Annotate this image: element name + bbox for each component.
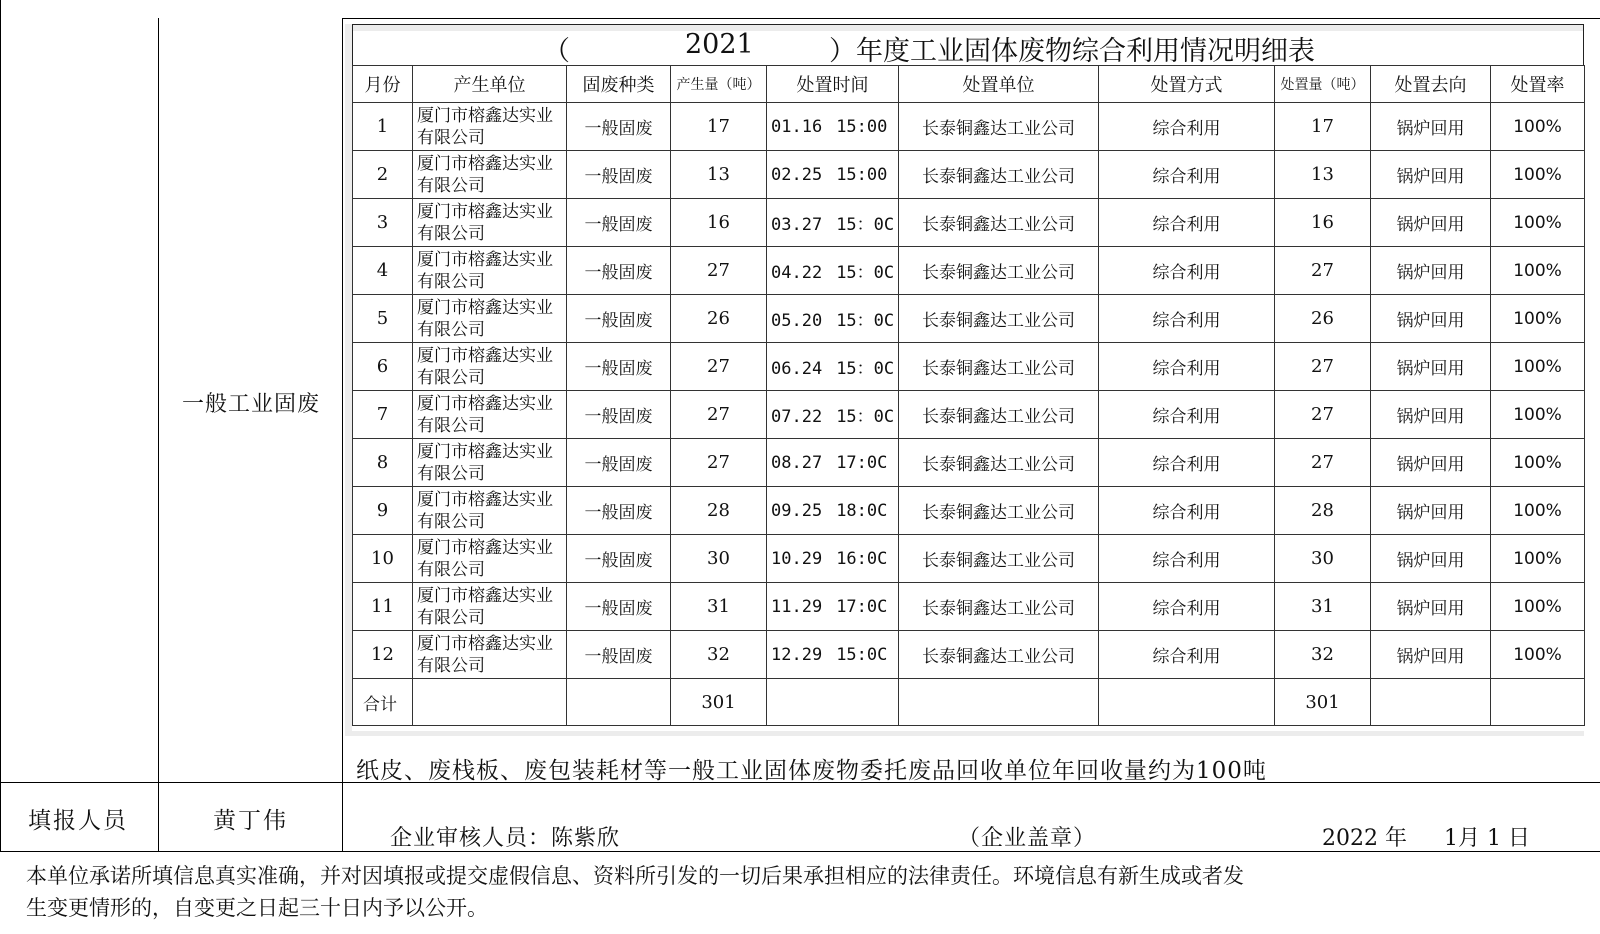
- header-type: 固废种类: [567, 66, 671, 103]
- cell-rate: 100%: [1491, 487, 1585, 535]
- time-date: 01.16: [771, 116, 823, 137]
- header-time: 处置时间: [767, 66, 899, 103]
- cell-rate: 100%: [1491, 343, 1585, 391]
- table-row: [353, 391, 1585, 439]
- cell-disposed: 27: [1275, 247, 1371, 295]
- table-row: [353, 583, 1585, 631]
- cell-disposer: 长泰铜鑫达工业公司: [899, 439, 1099, 487]
- cell-method: 综合利用: [1099, 343, 1275, 391]
- cell-month: 7: [353, 391, 413, 439]
- cell-time: [767, 439, 899, 487]
- total-empty: [413, 679, 567, 726]
- cell-method: 综合利用: [1099, 247, 1275, 295]
- cell-month: 8: [353, 439, 413, 487]
- table-row: [353, 487, 1585, 535]
- cell-rate: 100%: [1491, 439, 1585, 487]
- cell-rate: 100%: [1491, 631, 1585, 679]
- cell-time: [767, 295, 899, 343]
- header-unit: 产生单位: [413, 66, 567, 103]
- cell-disposed: 17: [1275, 103, 1371, 151]
- cell-method: 综合利用: [1099, 631, 1275, 679]
- cell-time: [767, 487, 899, 535]
- cell-method: 综合利用: [1099, 391, 1275, 439]
- cell-method: 综合利用: [1099, 295, 1275, 343]
- cell-method: 综合利用: [1099, 199, 1275, 247]
- cell-disposed: 13: [1275, 151, 1371, 199]
- cell-type: 一般固废: [567, 343, 671, 391]
- cell-produced: 27: [671, 391, 767, 439]
- cell-produced: 30: [671, 535, 767, 583]
- cell-disposer: 长泰铜鑫达工业公司: [899, 391, 1099, 439]
- cell-produced: 28: [671, 487, 767, 535]
- time-clock: 15：0C: [836, 407, 895, 427]
- cell-produced: 13: [671, 151, 767, 199]
- cell-unit: 厦门市榕鑫达实业有限公司: [413, 199, 567, 247]
- cell-type: 一般固废: [567, 583, 671, 631]
- cell-type: 一般固废: [567, 199, 671, 247]
- cell-unit: 厦门市榕鑫达实业有限公司: [413, 247, 567, 295]
- cell-destination: 锅炉回用: [1371, 631, 1491, 679]
- cell-disposed: 27: [1275, 391, 1371, 439]
- time-clock: 15：0C: [836, 311, 895, 331]
- cell-disposer: 长泰铜鑫达工业公司: [899, 487, 1099, 535]
- cell-unit: 厦门市榕鑫达实业有限公司: [413, 295, 567, 343]
- cell-disposed: 30: [1275, 535, 1371, 583]
- frame-divider-2: [342, 18, 343, 852]
- cell-produced: 27: [671, 247, 767, 295]
- cell-destination: 锅炉回用: [1371, 487, 1491, 535]
- cell-type: 一般固废: [567, 535, 671, 583]
- cell-produced: 27: [671, 439, 767, 487]
- time-date: 05.20: [771, 311, 823, 331]
- header-disposed: 处置量（吨）: [1275, 66, 1371, 103]
- cell-destination: 锅炉回用: [1371, 199, 1491, 247]
- cell-rate: 100%: [1491, 199, 1585, 247]
- time-clock: 15：0C: [836, 263, 895, 283]
- cell-type: 一般固废: [567, 487, 671, 535]
- time-date: 09.25: [771, 500, 823, 521]
- disclaimer-line-2: 生变更情形的，自变更之日起三十日内予以公开。: [26, 896, 488, 920]
- time-date: 12.29: [771, 644, 823, 665]
- time-date: 07.22: [771, 407, 823, 427]
- table-row: [353, 103, 1585, 151]
- reporter-name: 黄丁伟: [213, 808, 288, 834]
- cell-rate: 100%: [1491, 535, 1585, 583]
- cell-rate: 100%: [1491, 103, 1585, 151]
- cell-disposer: 长泰铜鑫达工业公司: [899, 295, 1099, 343]
- cell-unit: 厦门市榕鑫达实业有限公司: [413, 631, 567, 679]
- frame-divider-1: [158, 18, 159, 852]
- header-destination: 处置去向: [1371, 66, 1491, 103]
- time-clock: 16:0C: [836, 548, 888, 569]
- title-text: ）年度工业固体废物综合利用情况明细表: [829, 36, 1315, 67]
- cell-produced: 26: [671, 295, 767, 343]
- cell-type: 一般固废: [567, 247, 671, 295]
- cell-destination: 锅炉回用: [1371, 343, 1491, 391]
- table-row: [353, 295, 1585, 343]
- cell-unit: 厦门市榕鑫达实业有限公司: [413, 439, 567, 487]
- cell-method: 综合利用: [1099, 535, 1275, 583]
- cell-disposer: 长泰铜鑫达工业公司: [899, 199, 1099, 247]
- cell-destination: 锅炉回用: [1371, 295, 1491, 343]
- cell-destination: 锅炉回用: [1371, 247, 1491, 295]
- header-produced: 产生量（吨）: [671, 66, 767, 103]
- cell-month: 12: [353, 631, 413, 679]
- total-empty: [899, 679, 1099, 726]
- time-date: 03.27: [771, 215, 823, 235]
- time-clock: 15:00: [836, 116, 888, 137]
- time-date: 06.24: [771, 359, 823, 379]
- header-row: [353, 66, 1585, 103]
- cell-disposer: 长泰铜鑫达工业公司: [899, 343, 1099, 391]
- table-row: [353, 535, 1585, 583]
- cell-method: 综合利用: [1099, 487, 1275, 535]
- cell-unit: 厦门市榕鑫达实业有限公司: [413, 583, 567, 631]
- sign-date-year: 2022 年: [1322, 826, 1407, 851]
- reporter-label: 填报人员: [28, 808, 128, 834]
- cell-disposer: 长泰铜鑫达工业公司: [899, 247, 1099, 295]
- cell-disposer: 长泰铜鑫达工业公司: [899, 535, 1099, 583]
- sign-date-monthday: 1月 1 日: [1444, 826, 1530, 851]
- cell-disposed: 27: [1275, 439, 1371, 487]
- cell-unit: 厦门市榕鑫达实业有限公司: [413, 487, 567, 535]
- cell-disposer: 长泰铜鑫达工业公司: [899, 631, 1099, 679]
- title-year: 2021: [685, 29, 754, 60]
- cell-unit: 厦门市榕鑫达实业有限公司: [413, 343, 567, 391]
- cell-time: [767, 343, 899, 391]
- cell-type: 一般固废: [567, 391, 671, 439]
- cell-month: 10: [353, 535, 413, 583]
- cell-disposed: 27: [1275, 343, 1371, 391]
- header-month: 月份: [353, 66, 413, 103]
- cell-method: 综合利用: [1099, 103, 1275, 151]
- cell-unit: 厦门市榕鑫达实业有限公司: [413, 535, 567, 583]
- table-row: [353, 199, 1585, 247]
- header-rate: 处置率: [1491, 66, 1585, 103]
- cell-destination: 锅炉回用: [1371, 439, 1491, 487]
- cell-type: 一般固废: [567, 151, 671, 199]
- table-row: [353, 343, 1585, 391]
- time-date: 08.27: [771, 452, 823, 473]
- cell-time: [767, 631, 899, 679]
- time-clock: 17:0C: [836, 452, 888, 473]
- cell-month: 2: [353, 151, 413, 199]
- waste-table: [352, 65, 1585, 726]
- total-label: 合计: [353, 679, 413, 726]
- frame-top-right-line: [342, 18, 1600, 19]
- total-empty: [1491, 679, 1585, 726]
- cell-time: [767, 583, 899, 631]
- shade-left: [345, 24, 352, 736]
- cell-unit: 厦门市榕鑫达实业有限公司: [413, 103, 567, 151]
- cell-destination: 锅炉回用: [1371, 535, 1491, 583]
- cell-unit: 厦门市榕鑫达实业有限公司: [413, 391, 567, 439]
- time-date: 11.29: [771, 596, 823, 617]
- cell-disposer: 长泰铜鑫达工业公司: [899, 583, 1099, 631]
- time-date: 10.29: [771, 548, 823, 569]
- time-date: 02.25: [771, 164, 823, 185]
- cell-rate: 100%: [1491, 247, 1585, 295]
- cell-month: 3: [353, 199, 413, 247]
- total-disposed: 301: [1275, 679, 1371, 726]
- time-date: 04.22: [771, 263, 823, 283]
- cell-destination: 锅炉回用: [1371, 583, 1491, 631]
- cell-disposer: 长泰铜鑫达工业公司: [899, 103, 1099, 151]
- time-clock: 15:0C: [836, 644, 888, 665]
- cell-rate: 100%: [1491, 583, 1585, 631]
- cell-time: [767, 151, 899, 199]
- cell-time: [767, 535, 899, 583]
- cell-type: 一般固废: [567, 631, 671, 679]
- cell-month: 9: [353, 487, 413, 535]
- cell-produced: 31: [671, 583, 767, 631]
- cell-method: 综合利用: [1099, 439, 1275, 487]
- cell-produced: 32: [671, 631, 767, 679]
- cell-destination: 锅炉回用: [1371, 391, 1491, 439]
- cell-disposed: 16: [1275, 199, 1371, 247]
- table-row: [353, 151, 1585, 199]
- cell-rate: 100%: [1491, 391, 1585, 439]
- cell-time: [767, 247, 899, 295]
- cell-month: 1: [353, 103, 413, 151]
- cell-disposed: 32: [1275, 631, 1371, 679]
- disclaimer-line-1: 本单位承诺所填信息真实准确，并对因填报或提交虚假信息、资料所引发的一切后果承担相应的法律责任。环境信息有新生成或者发: [26, 864, 1244, 888]
- cell-type: 一般固废: [567, 439, 671, 487]
- time-clock: 18:0C: [836, 500, 888, 521]
- cell-time: [767, 199, 899, 247]
- cell-time: [767, 103, 899, 151]
- time-clock: 15：0C: [836, 359, 895, 379]
- seal: （企业盖章）: [958, 826, 1097, 851]
- cell-disposer: 长泰铜鑫达工业公司: [899, 151, 1099, 199]
- cell-produced: 27: [671, 343, 767, 391]
- shade-bottom: [345, 731, 1584, 736]
- cell-unit: 厦门市榕鑫达实业有限公司: [413, 151, 567, 199]
- header-disposer: 处置单位: [899, 66, 1099, 103]
- time-clock: 15:00: [836, 164, 888, 185]
- recycling-note: 纸皮、废栈板、废包装耗材等一般工业固体废物委托废品回收单位年回收量约为100吨: [356, 758, 1267, 784]
- total-empty: [1371, 679, 1491, 726]
- total-empty: [1099, 679, 1275, 726]
- total-empty: [567, 679, 671, 726]
- cell-produced: 16: [671, 199, 767, 247]
- total-produced: 301: [671, 679, 767, 726]
- cell-month: 6: [353, 343, 413, 391]
- cell-disposed: 28: [1275, 487, 1371, 535]
- table-row: [353, 247, 1585, 295]
- cell-month: 11: [353, 583, 413, 631]
- cell-month: 4: [353, 247, 413, 295]
- category-label: 一般工业固废: [182, 392, 321, 417]
- table-row: [353, 439, 1585, 487]
- table-row: [353, 631, 1585, 679]
- time-clock: 17:0C: [836, 596, 888, 617]
- cell-disposed: 26: [1275, 295, 1371, 343]
- detail-table-panel: [352, 24, 1584, 736]
- title-open-paren: （: [543, 36, 570, 67]
- cell-rate: 100%: [1491, 151, 1585, 199]
- cell-time: [767, 391, 899, 439]
- cell-disposed: 31: [1275, 583, 1371, 631]
- cell-type: 一般固废: [567, 295, 671, 343]
- frame-left-line: [0, 0, 1, 852]
- cell-month: 5: [353, 295, 413, 343]
- cell-method: 综合利用: [1099, 583, 1275, 631]
- total-row: [353, 679, 1585, 726]
- cell-type: 一般固废: [567, 103, 671, 151]
- cell-produced: 17: [671, 103, 767, 151]
- table-title: [352, 24, 1584, 65]
- header-method: 处置方式: [1099, 66, 1275, 103]
- cell-rate: 100%: [1491, 295, 1585, 343]
- time-clock: 15：0C: [836, 215, 895, 235]
- cell-destination: 锅炉回用: [1371, 151, 1491, 199]
- cell-method: 综合利用: [1099, 151, 1275, 199]
- reviewer: 企业审核人员：陈紫欣: [390, 826, 621, 851]
- total-empty: [767, 679, 899, 726]
- cell-destination: 锅炉回用: [1371, 103, 1491, 151]
